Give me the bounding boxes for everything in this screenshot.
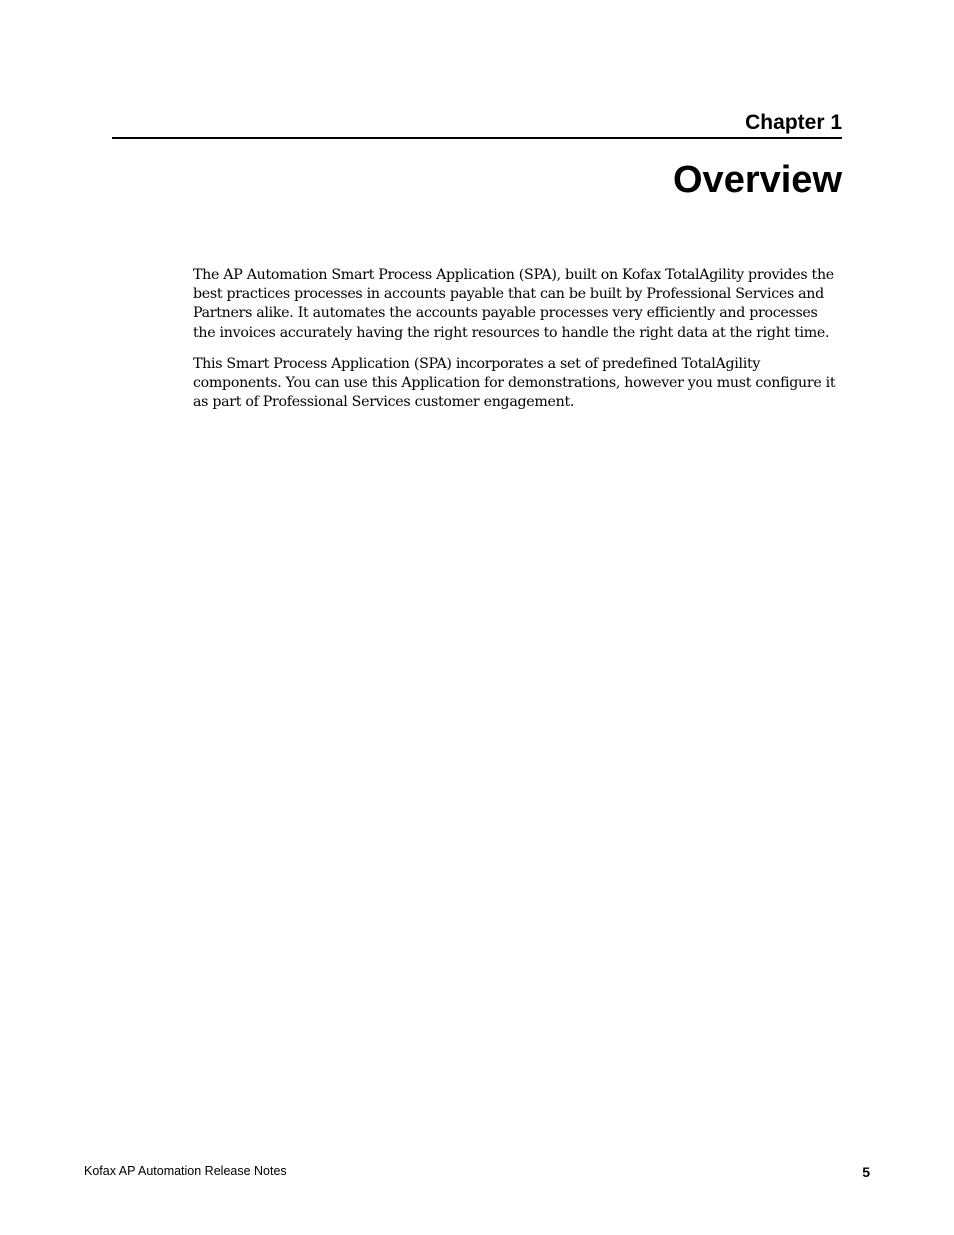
body-content (193, 266, 842, 424)
page-title: Overview (673, 159, 842, 201)
intro-paragraph: The AP Automation Smart Process Application (SPA), built on Kofax TotalAgility provides the best practices processes in accounts payable that can be built by Professional Services and Partners alike. It automates the accounts payable processes very efficiently and processes the invoices accurately having the right resources to handle the right data at the right time. (193, 267, 834, 341)
page-number: 5 (862, 1164, 870, 1180)
spa-paragraph: This Smart Process Application (SPA) incorporates a set of predefined TotalAgility components. You can use this Application for demonstrations, however you must configure it as part of Professional Services customer engagement. (193, 355, 836, 411)
footer-document-title: Kofax AP Automation Release Notes (84, 1164, 287, 1178)
chapter-divider (112, 137, 842, 139)
chapter-label: Chapter 1 (745, 111, 842, 134)
